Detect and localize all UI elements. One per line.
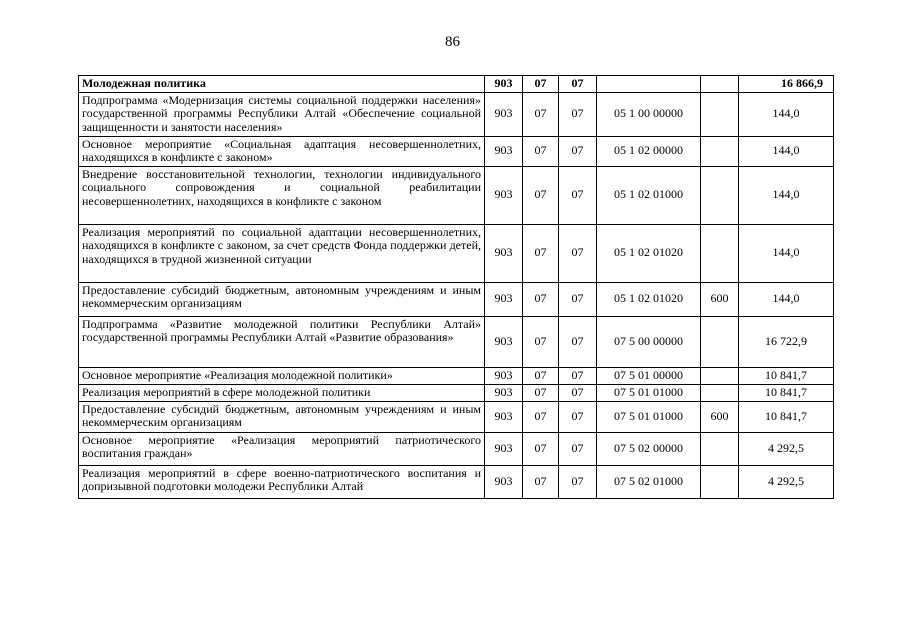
- section-code-cell: 07: [523, 92, 559, 136]
- table-row: [79, 465, 834, 498]
- table-row: [79, 136, 834, 166]
- ministry-code-cell: 903: [485, 384, 523, 401]
- amount-cell: 10 841,7: [739, 384, 834, 401]
- amount-cell: 144,0: [739, 92, 834, 136]
- subsection-code-cell: 07: [559, 282, 597, 316]
- target-article-cell: [597, 76, 701, 93]
- row-name-cell: Подпрограмма «Развитие молодежной политики Республики Алтай» государственной программы Республики Алтай «Развитие образования»: [79, 316, 485, 367]
- ministry-code-cell: 903: [485, 316, 523, 367]
- ministry-code-cell: 903: [485, 282, 523, 316]
- table-row: [79, 76, 834, 93]
- section-code-cell: 07: [523, 282, 559, 316]
- expense-type-cell: [701, 465, 739, 498]
- amount-cell: 144,0: [739, 282, 834, 316]
- target-article-cell: 07 5 00 00000: [597, 316, 701, 367]
- row-name-cell: Предоставление субсидий бюджетным, автономным учреждениям и иным некоммерческим организациям: [79, 401, 485, 432]
- table-row: [79, 224, 834, 282]
- expense-type-cell: [701, 384, 739, 401]
- table-row: [79, 92, 834, 136]
- table-row: [79, 316, 834, 367]
- row-name-cell: Подпрограмма «Модернизация системы социальной поддержки населения» государственной программы Республики Алтай «Обеспечение социальной защищенности и занятости населения»: [79, 92, 485, 136]
- expense-type-cell: 600: [701, 282, 739, 316]
- expense-type-cell: [701, 316, 739, 367]
- row-name-cell: Основное мероприятие «Социальная адаптация несовершеннолетних, находящихся в конфликте с законом»: [79, 136, 485, 166]
- ministry-code-cell: 903: [485, 401, 523, 432]
- ministry-code-cell: 903: [485, 367, 523, 384]
- amount-cell: 16 866,9: [739, 76, 834, 93]
- expense-type-cell: [701, 92, 739, 136]
- target-article-cell: 05 1 02 01020: [597, 282, 701, 316]
- table-row: [79, 282, 834, 316]
- target-article-cell: 07 5 01 00000: [597, 367, 701, 384]
- amount-cell: 4 292,5: [739, 432, 834, 465]
- ministry-code-cell: 903: [485, 432, 523, 465]
- ministry-code-cell: 903: [485, 136, 523, 166]
- target-article-cell: 07 5 01 01000: [597, 401, 701, 432]
- target-article-cell: 07 5 01 01000: [597, 384, 701, 401]
- subsection-code-cell: 07: [559, 136, 597, 166]
- amount-cell: 4 292,5: [739, 465, 834, 498]
- ministry-code-cell: 903: [485, 465, 523, 498]
- expense-type-cell: [701, 224, 739, 282]
- subsection-code-cell: 07: [559, 432, 597, 465]
- amount-cell: 144,0: [739, 166, 834, 224]
- section-code-cell: 07: [523, 401, 559, 432]
- section-code-cell: 07: [523, 465, 559, 498]
- section-code-cell: 07: [523, 166, 559, 224]
- page-number: 86: [445, 34, 460, 50]
- ministry-code-cell: 903: [485, 76, 523, 93]
- table-row: [79, 432, 834, 465]
- subsection-code-cell: 07: [559, 401, 597, 432]
- subsection-code-cell: 07: [559, 76, 597, 93]
- row-name-cell: Предоставление субсидий бюджетным, автономным учреждениям и иным некоммерческим организациям: [79, 282, 485, 316]
- section-code-cell: 07: [523, 432, 559, 465]
- amount-cell: 10 841,7: [739, 401, 834, 432]
- row-name-cell: Реализация мероприятий по социальной адаптации несовершеннолетних, находящихся в конфликте с законом, за счет средств Фонда поддержки детей, находящихся в трудной жизненной ситуации: [79, 224, 485, 282]
- table-row: [79, 367, 834, 384]
- budget-table: [78, 75, 834, 499]
- target-article-cell: 05 1 02 01020: [597, 224, 701, 282]
- table-row: [79, 166, 834, 224]
- table-row: [79, 384, 834, 401]
- row-name-cell: Основное мероприятие «Реализация мероприятий патриотического воспитания граждан»: [79, 432, 485, 465]
- subsection-code-cell: 07: [559, 166, 597, 224]
- amount-cell: 16 722,9: [739, 316, 834, 367]
- section-code-cell: 07: [523, 224, 559, 282]
- ministry-code-cell: 903: [485, 92, 523, 136]
- target-article-cell: 05 1 00 00000: [597, 92, 701, 136]
- expense-type-cell: [701, 367, 739, 384]
- subsection-code-cell: 07: [559, 367, 597, 384]
- subsection-code-cell: 07: [559, 465, 597, 498]
- expense-type-cell: [701, 432, 739, 465]
- section-code-cell: 07: [523, 367, 559, 384]
- target-article-cell: 07 5 02 01000: [597, 465, 701, 498]
- section-code-cell: 07: [523, 384, 559, 401]
- subsection-code-cell: 07: [559, 384, 597, 401]
- expense-type-cell: [701, 166, 739, 224]
- expense-type-cell: 600: [701, 401, 739, 432]
- row-name-cell: Молодежная политика: [79, 76, 485, 93]
- amount-cell: 144,0: [739, 224, 834, 282]
- subsection-code-cell: 07: [559, 316, 597, 367]
- section-code-cell: 07: [523, 136, 559, 166]
- target-article-cell: 07 5 02 00000: [597, 432, 701, 465]
- expense-type-cell: [701, 136, 739, 166]
- row-name-cell: Реализация мероприятий в сфере молодежной политики: [79, 384, 485, 401]
- table-body: [79, 76, 834, 499]
- row-name-cell: Реализация мероприятий в сфере военно-патриотического воспитания и допризывной подготовки молодежи Республики Алтай: [79, 465, 485, 498]
- section-code-cell: 07: [523, 76, 559, 93]
- ministry-code-cell: 903: [485, 224, 523, 282]
- target-article-cell: 05 1 02 01000: [597, 166, 701, 224]
- section-code-cell: 07: [523, 316, 559, 367]
- row-name-cell: Внедрение восстановительной технологии, технологии индивидуального социального сопровождения и социальной реабилитации несовершеннолетних, находящихся в конфликте с законом: [79, 166, 485, 224]
- subsection-code-cell: 07: [559, 92, 597, 136]
- table-row: [79, 401, 834, 432]
- subsection-code-cell: 07: [559, 224, 597, 282]
- expense-type-cell: [701, 76, 739, 93]
- amount-cell: 144,0: [739, 136, 834, 166]
- target-article-cell: 05 1 02 00000: [597, 136, 701, 166]
- amount-cell: 10 841,7: [739, 367, 834, 384]
- row-name-cell: Основное мероприятие «Реализация молодежной политики»: [79, 367, 485, 384]
- ministry-code-cell: 903: [485, 166, 523, 224]
